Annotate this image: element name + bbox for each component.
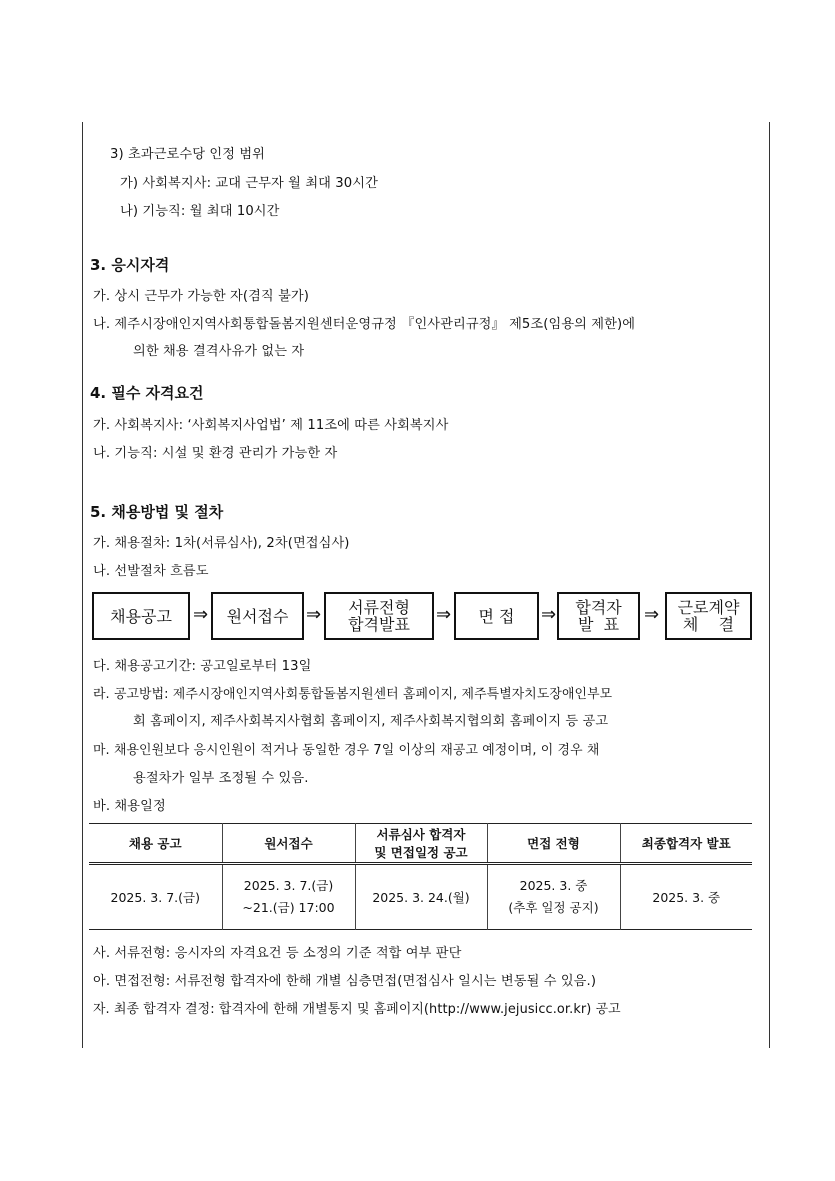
table-header: 채용 공고 <box>128 836 182 851</box>
qualification-na-line1: 나. 제주시장애인지역사회통합돌봄지원센터운영규정 『인사관리규정』 제5조(임용의 제한)에 <box>93 317 636 332</box>
flow-step-label: 체 결 <box>682 615 735 634</box>
schedule-table <box>89 823 752 930</box>
flow-step-label: 합격발표 <box>348 615 410 634</box>
procedure-ra-line1: 라. 공고방법: 제주시장애인지역사회통합돌봄지원센터 홈페이지, 제주특별자치도장애인부모 <box>93 687 613 702</box>
procedure-title: 5. 채용방법 및 절차 <box>90 503 224 521</box>
right-border-line <box>769 122 770 1048</box>
requirements-ga: 가. 사회복지사: ‘사회복지사업법’ 제 11조에 따른 사회복지사 <box>93 418 449 433</box>
procedure-ra-line2: 회 홈페이지, 제주사회복지사협회 홈페이지, 제주사회복지협의회 홈페이지 등 공고 <box>133 714 609 729</box>
flow-arrow-icon: ⇒ <box>306 604 322 625</box>
table-cell: 2025. 3. 중 (추후 일정 공지) <box>487 864 620 930</box>
table-row <box>89 864 752 930</box>
flow-step-label: 면 접 <box>478 606 515 626</box>
table-header: 원서접수 <box>222 824 355 864</box>
table-header-row <box>89 824 752 864</box>
flow-step-label: 채용공고 <box>110 606 172 626</box>
procedure-da: 다. 채용공고기간: 공고일로부터 13일 <box>93 659 312 674</box>
flow-step-label: 합격자 <box>575 598 622 617</box>
table-cell: 2025. 3. 7.(금) ~21.(금) 17:00 <box>222 864 355 930</box>
flow-arrow-icon: ⇒ <box>541 604 557 625</box>
flow-step-final-result <box>557 592 640 640</box>
flow-step-application <box>211 592 304 640</box>
flow-step-label: 근로계약 <box>677 598 740 617</box>
flow-step-announcement <box>92 592 190 640</box>
left-border-line <box>82 122 83 1048</box>
procedure-na: 나. 선발절차 흐름도 <box>93 564 209 579</box>
procedure-ma-line2: 용절차가 일부 조정될 수 있음. <box>133 771 309 786</box>
after-ja: 자. 최종 합격자 결정: 합격자에 한해 개별통지 및 홈페이지(http://www.jejusicc.or.kr) 공고 <box>93 1002 621 1017</box>
overtime-social-worker: 가) 사회복지사: 교대 근무자 월 최대 30시간 <box>120 176 378 191</box>
flow-step-label: 서류전형 <box>348 598 410 617</box>
table-cell: 2025. 3. 중 <box>620 864 752 930</box>
overtime-technical: 나) 기능직: 월 최대 10시간 <box>120 204 280 219</box>
flow-step-interview <box>454 592 539 640</box>
flow-step-document-result <box>324 592 434 640</box>
flow-arrow-icon: ⇒ <box>644 604 660 625</box>
requirements-na: 나. 기능직: 시설 및 환경 관리가 가능한 자 <box>93 446 338 461</box>
table-header: 면접 전형 <box>487 824 620 864</box>
qualification-title: 3. 응시자격 <box>90 256 170 274</box>
requirements-title: 4. 필수 자격요건 <box>90 384 204 402</box>
procedure-ba: 바. 채용일정 <box>93 799 166 814</box>
qualification-na-line2: 의한 채용 결격사유가 없는 자 <box>133 344 305 359</box>
table-header: 서류심사 합격자 및 면접일정 공고 <box>355 824 487 864</box>
overtime-heading: 3) 초과근로수당 인정 범위 <box>110 147 266 162</box>
flow-arrow-icon: ⇒ <box>436 604 452 625</box>
table-header: 최종합격자 발표 <box>620 824 752 864</box>
procedure-ma-line1: 마. 채용인원보다 응시인원이 적거나 동일한 경우 7일 이상의 재공고 예정이며, 이 경우 채 <box>93 743 600 758</box>
flow-step-label: 원서접수 <box>226 606 289 626</box>
table-cell: 2025. 3. 24.(월) <box>355 864 487 930</box>
procedure-ga: 가. 채용절차: 1차(서류심사), 2차(면접심사) <box>93 536 350 551</box>
flow-step-contract <box>665 592 752 640</box>
after-sa: 사. 서류전형: 응시자의 자격요건 등 소정의 기준 적합 여부 판단 <box>93 946 462 961</box>
flow-arrow-icon: ⇒ <box>193 604 209 625</box>
qualification-ga: 가. 상시 근무가 가능한 자(겸직 불가) <box>93 289 309 304</box>
after-a: 아. 면접전형: 서류전형 합격자에 한해 개별 심층면접(면접심사 일시는 변동될 수 있음.) <box>93 974 597 989</box>
table-cell: 2025. 3. 7.(금) <box>110 890 200 905</box>
flow-step-label: 발 표 <box>577 615 620 634</box>
